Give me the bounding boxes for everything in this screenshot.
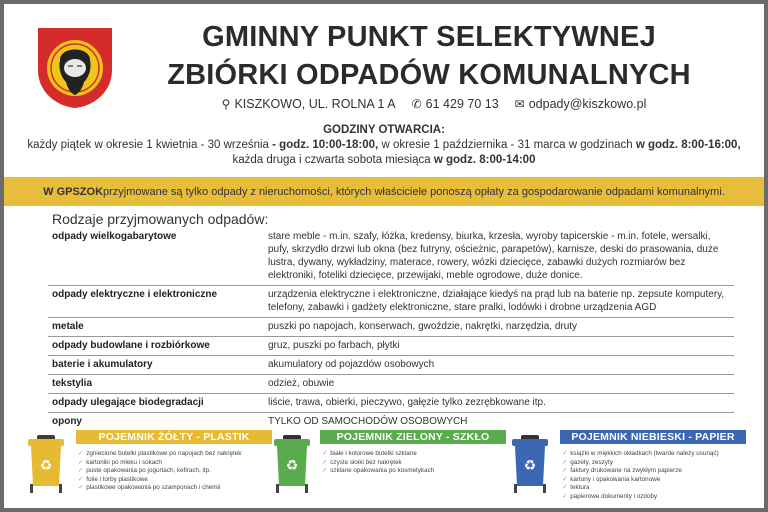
hours-line-2: każda druga i czwarta sobota miesiąca w godz. 8:00-14:00 <box>232 154 536 166</box>
table-row: metale puszki po napojach, konserwach, gwoździe, nakrętki, narzędzia, druty <box>48 318 734 337</box>
envelope-icon: ✉ <box>514 97 525 111</box>
title-line-1: GMINNY PUNKT SELEKTYWNEJ <box>202 21 656 53</box>
page-title <box>134 18 724 94</box>
contact-info <box>194 97 674 111</box>
opening-hours <box>4 123 764 168</box>
hours-heading: GODZINY OTWARCIA: <box>323 124 445 136</box>
table-row: tekstylia odzież, obuwie <box>48 375 734 394</box>
bin-green-label: POJEMNIK ZIELONY - SZKŁO <box>320 430 506 444</box>
waste-types-title: Rodzaje przyjmowanych odpadów: <box>52 211 269 227</box>
svg-text:♻: ♻ <box>39 457 53 473</box>
coat-of-arms-icon <box>36 26 114 110</box>
table-row: odpady ulegające biodegradacji liście, trawa, obierki, pieczywo, gałęzie tylko zezrębkowane itp. <box>48 394 734 413</box>
bin-green-items: ✓ białe i kolorowe butelki szklane ✓ czyste słoiki bez nakrętek ✓ szklane opakowania po kosmetykach <box>322 450 512 476</box>
bin-yellow-items: ✓ zgniecione butelki plastikowe po napojach bez nakrętek ✓ kartoniki po mleku i sokach ✓ puste opakowania po jogurtach, kefirach, itp. ✓ folie i torby plastikowe ✓ plastikowe opakowania po szamponach i chemii <box>78 450 278 493</box>
poster <box>4 4 764 508</box>
yellow-bin-icon <box>26 434 66 494</box>
bins-section <box>4 430 764 508</box>
table-row: odpady wielkogabarytowe stare meble - m.in. szafy, łóżka, kredensy, biurka, krzesła, wyroby tapicerskie - m.in. fotele, wersalki, pufy, skrzydło drzwi lub okna (bez futryny, ościeżnic, parapetów), karnisze, deski do prasowania, duże lustra, dywany, wykładziny, materace, rowery, wózki dziecięce, zabawki dużych rozmiarów bez elektroniki, foteliki dziecięce, przewijaki, meble ogrodowe, duże donice. <box>48 228 734 286</box>
green-bin-icon <box>272 434 312 494</box>
eligibility-banner: W GPSZOK przyjmowane są tylko odpady z nieruchomości, których właściciele ponoszą opłaty za gospodarowanie odpadami komunalnymi. <box>4 177 764 206</box>
title-line-2: ZBIÓRKI ODPADÓW KOMUNALNYCH <box>167 59 691 91</box>
bin-blue-label: POJEMNIK NIEBIESKI - PAPIER <box>560 430 746 444</box>
svg-text:♻: ♻ <box>523 457 537 473</box>
phone[interactable]: ✆ 61 429 70 13 <box>411 97 499 111</box>
address: ⚲ KISZKOWO, UL. ROLNA 1 A <box>221 97 396 111</box>
table-row: opony TYLKO OD SAMOCHODÓW OSOBOWYCH <box>52 416 468 427</box>
blue-bin-icon <box>510 434 550 494</box>
table-row: baterie i akumulatory akumulatory od pojazdów osobowych <box>48 356 734 375</box>
bin-yellow-label: POJEMNIK ŻÓŁTY - PLASTIK <box>76 430 272 444</box>
waste-types-table <box>48 228 734 431</box>
bin-blue-items: ✓ książki w miękkich okładkach (twarde należy usunąć) ✓ gazety, zeszyty ✓ faktury drukowane na zwykłym papierze ✓ kartony i opakowania kartonowe ✓ tektura ✓ papierowe dokumenty i ozdoby <box>562 450 762 502</box>
hours-line-1: każdy piątek w okresie 1 kwietnia - 30 września - godz. 10:00-18:00, w okresie 1 października - 31 marca w godzinach w godz. 8:00-16:00, <box>27 139 741 151</box>
email-link[interactable]: ✉ odpady@kiszkowo.pl <box>514 97 647 111</box>
table-row: odpady budowlane i rozbiórkowe gruz, puszki po farbach, płytki <box>48 337 734 356</box>
svg-text:♻: ♻ <box>285 457 299 473</box>
table-row: odpady elektryczne i elektroniczne urządzenia elektryczne i elektroniczne, działające kiedyś na prąd lub na baterie np. zepsute komputery, telefony, zabawki i gadżety elektroniczne, stare pralki, lodówki i drobne urządzenia AGD <box>48 286 734 318</box>
phone-icon: ✆ <box>411 97 422 111</box>
map-pin-icon: ⚲ <box>221 97 231 111</box>
